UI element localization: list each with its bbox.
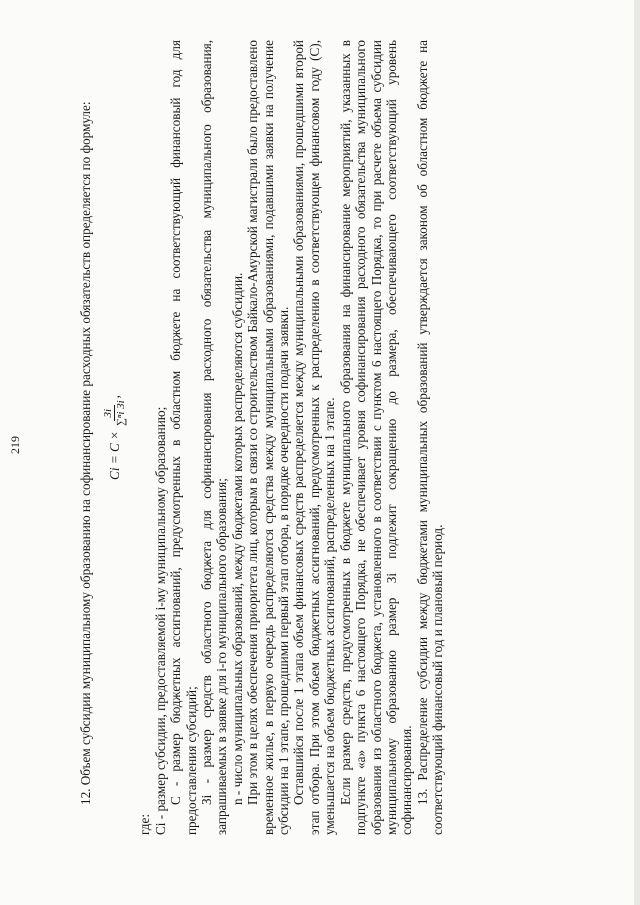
formula-lhs: Ci = C ×: [106, 430, 122, 480]
where-label: где:: [137, 814, 153, 835]
definition-zi: Зi - размер средств областного бюджета для софинансирования расходного обязательства муниципального образования, запрашиваемых в заявке для i-го муниципального образования;: [199, 40, 230, 835]
subsidy-formula: [95, 40, 133, 835]
formula-numerator: Зi: [102, 405, 115, 422]
document-body: [78, 40, 446, 835]
paragraph-cofinancing-level: Если размер средств, предусмотренных в бюджете муниципального образования на финансирование мероприятий, указанных в подпункте «а» пункта 6 настоящего Порядка, не обеспечивает уровня софинансирования расходного обязательства муниципального образования из областного бюджета, установленного в соответствии с пунктом 6 настоящего Порядка, то при расчете объема субсидии муниципальному образованию размер Зi подлежит сокращению до размера, обеспечивающего соответствующий уровень софинансирования.: [337, 40, 415, 835]
paragraph-bam-priority: При этом в целях обеспечения приоритета лиц, которым в связи со строительством Байкало-Амурской магистрали было предоставлено временное жилье, в первую очередь распределяются средства между муниципальными образованиями, подавшими заявки на получение субсидии на 1 этапе, прошедшими первый этап отбора, в порядке очередности подачи заявки.: [245, 40, 292, 835]
page-number: 219: [8, 436, 22, 454]
definition-c: С - размер бюджетных ассигнований, предусмотренных в областном бюджете на соответствующий финансовый год для предоставления субсидий;: [168, 40, 199, 835]
definition-ci: Ci - размер субсидии, предоставляемой i-му муниципальному образованию;: [152, 406, 168, 835]
scan-edge-shadow: [634, 0, 640, 905]
formula-tail: ,: [106, 395, 122, 399]
formula-denominator: ∑ⁿi Зi: [114, 400, 127, 426]
paragraph-12: 12. Объем субсидии муниципальному образованию на софинансирование расходных обязательств определяется по формуле:: [78, 101, 93, 805]
paragraph-13: 13. Распределение субсидии между бюджетами муниципальных образований утверждается законом об областном бюджете на соответствующий финансовый год и плановый период.: [414, 40, 446, 835]
definition-n: n - число муниципальных образований, между бюджетами которых распределяются субсидии.: [229, 272, 245, 805]
paragraph-remaining-funds: Оставшийся после 1 этапа объем финансовых средств распределяется между муниципальными образованиями, прошедшими второй этап отбора. При этом объем бюджетных ассигнований, предусмотренных к распределению в соответствующем финансовом году (С), уменьшается на объем бюджетных ассигнований, распределенных на 1 этапе.: [291, 40, 338, 835]
formula-fraction: [102, 398, 127, 428]
